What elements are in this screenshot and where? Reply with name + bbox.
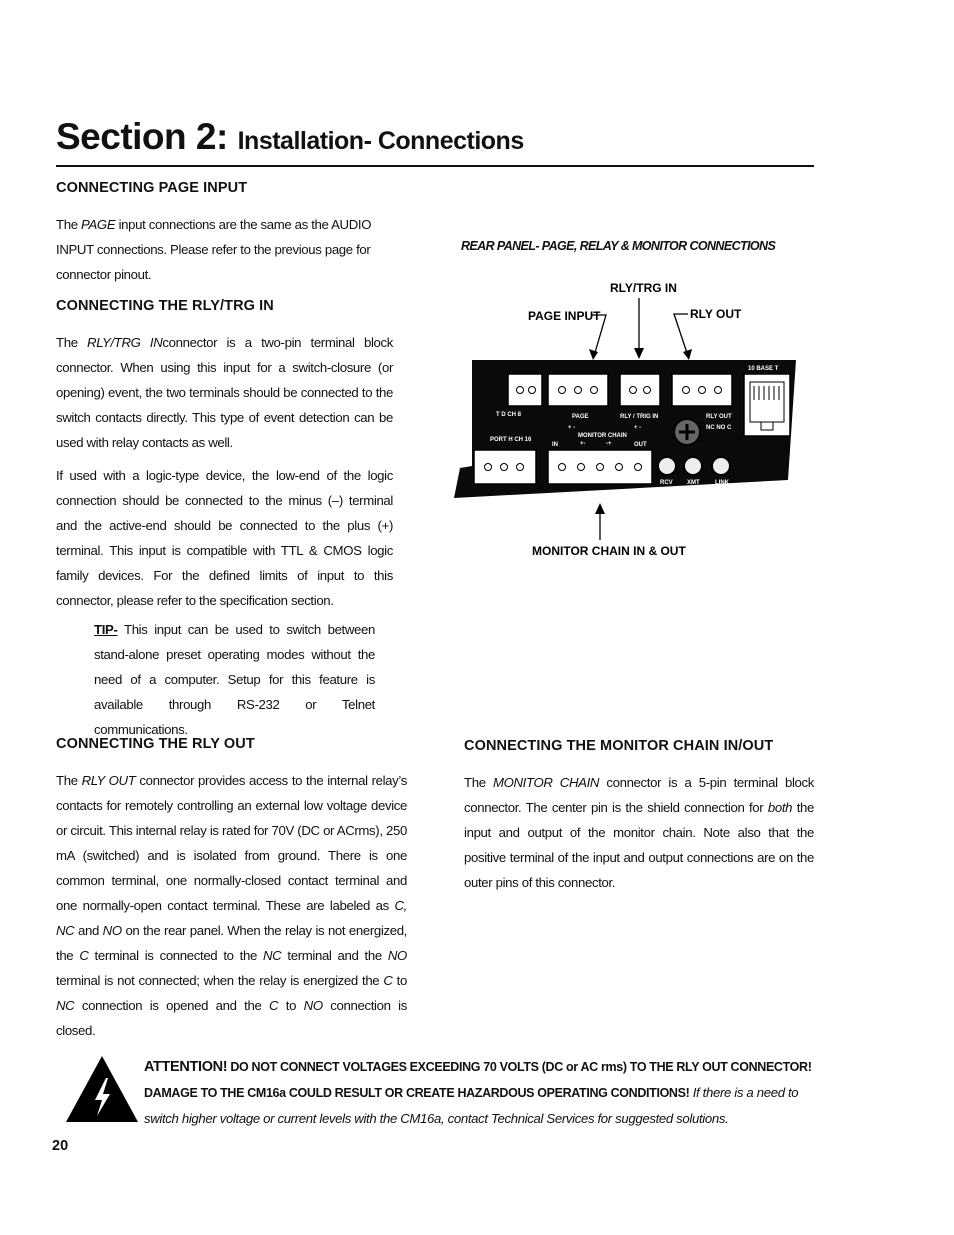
tip-text: This input can be used to switch between stand-alone preset operating modes without the need of a computer. Setup for this feature is available through RS-232 or Telnet communications. bbox=[94, 622, 375, 737]
monitor-chain-connector bbox=[548, 450, 652, 484]
label-page-polarity: + - bbox=[568, 425, 576, 431]
text: The bbox=[56, 773, 82, 788]
heading-monitor-chain: CONNECTING THE MONITOR CHAIN IN/OUT bbox=[464, 738, 774, 754]
text: terminal is not connected; when the relay is energized the bbox=[56, 973, 384, 988]
label-xmt: XMT bbox=[687, 480, 700, 486]
callout-monitor-chain: MONITOR CHAIN IN & OUT bbox=[532, 544, 686, 558]
arrowhead bbox=[634, 348, 644, 359]
rly-out-connector bbox=[672, 374, 732, 406]
attention-notice bbox=[144, 1054, 816, 1131]
rly-trg-connector bbox=[620, 374, 660, 406]
rear-panel-diagram bbox=[450, 270, 810, 570]
text: terminal and the bbox=[281, 948, 388, 963]
label-trg-polarity: + - bbox=[634, 425, 642, 431]
page-number: 20 bbox=[52, 1138, 69, 1154]
text: The bbox=[56, 335, 88, 350]
emphasis: C bbox=[383, 973, 393, 988]
emphasis: NC bbox=[56, 998, 75, 1013]
emphasis: RLY/TRG IN bbox=[87, 335, 163, 350]
paragraph-page-input bbox=[56, 212, 411, 287]
emphasis: C bbox=[79, 948, 89, 963]
label-monitor-polarity-out: -+ bbox=[606, 441, 612, 447]
callout-rly-out: RLY OUT bbox=[690, 307, 742, 321]
tip-label: TIP- bbox=[94, 622, 118, 637]
xmt-led bbox=[684, 457, 702, 475]
label-nc-no-c: NC NO C bbox=[706, 425, 732, 431]
label-in: IN bbox=[552, 442, 558, 448]
title-rule bbox=[56, 165, 814, 167]
emphasis: NO bbox=[303, 998, 323, 1013]
attention-line-2: DAMAGE TO THE CM16a COULD RESULT OR CREATE HAZARDOUS OPERATING CONDITIONS! bbox=[144, 1086, 690, 1100]
text: connector is a two-pin terminal block connector. When using this input for a switch-closure (or opening) event, the two terminals should be connected to the switch contacts directly. This type of event detection can be used with relay contacts as well. bbox=[56, 335, 394, 450]
emphasis: MONITOR CHAIN bbox=[492, 775, 600, 790]
emphasis: RLY OUT bbox=[81, 773, 136, 788]
ground-screw-icon bbox=[674, 419, 700, 445]
section-title bbox=[56, 116, 524, 158]
emphasis: C, NC bbox=[56, 898, 407, 938]
text: terminal is connected to the bbox=[88, 948, 263, 963]
label-page: PAGE bbox=[572, 414, 589, 420]
text: connection is closed. bbox=[56, 998, 407, 1038]
text: connector is a 5-pin terminal block connector. The center pin is the shield connection for bbox=[464, 775, 814, 815]
label-monitor-polarity-in: +- bbox=[580, 441, 586, 447]
label-rly-trg-in: RLY / TRIG IN bbox=[620, 414, 659, 420]
label-port-d: T D CH 8 bbox=[496, 412, 522, 418]
paragraph-rly-trg-1 bbox=[56, 330, 393, 455]
text: the input and output of the monitor chain. Note also that the positive terminal of the input and output connections are on the outer pins of this connector. bbox=[464, 800, 814, 890]
text: connection is opened and the bbox=[74, 998, 270, 1013]
ethernet-port bbox=[744, 374, 790, 436]
attention-line-3: If there is a need to switch higher voltage or current levels with the CM16a, contact Technical Services for suggested solutions. bbox=[144, 1085, 799, 1126]
label-out: OUT bbox=[634, 442, 647, 448]
section-number: Section 2: bbox=[56, 116, 228, 157]
text: to bbox=[392, 973, 407, 988]
label-link: LINK bbox=[715, 480, 729, 486]
label-rcv: RCV bbox=[660, 480, 673, 486]
port-d-connector bbox=[508, 374, 542, 406]
figure-caption: REAR PANEL- PAGE, RELAY & MONITOR CONNECTIONS bbox=[461, 239, 776, 253]
arrow-rly-out bbox=[674, 314, 688, 356]
emphasis: both bbox=[767, 800, 793, 815]
heading-page-input: CONNECTING PAGE INPUT bbox=[56, 180, 248, 196]
heading-rly-out: CONNECTING THE RLY OUT bbox=[56, 736, 255, 752]
warning-triangle-icon bbox=[64, 1054, 140, 1124]
heading-rly-trg-in: CONNECTING THE RLY/TRG IN bbox=[56, 298, 274, 314]
emphasis: C bbox=[269, 998, 279, 1013]
text: on the rear panel. When the relay is not energized, the bbox=[56, 923, 407, 963]
paragraph-rly-out bbox=[56, 768, 407, 1043]
emphasis: NC bbox=[263, 948, 282, 963]
port-h-connector bbox=[474, 450, 536, 484]
emphasis: PAGE bbox=[81, 217, 116, 232]
section-subtitle: Installation- Connections bbox=[237, 127, 524, 155]
label-monitor-chain: MONITOR CHAIN bbox=[578, 433, 627, 439]
tip-paragraph bbox=[94, 617, 375, 742]
page-connector bbox=[548, 374, 608, 406]
label-rly-out: RLY OUT bbox=[706, 414, 732, 420]
text: to bbox=[278, 998, 304, 1013]
text: connector provides access to the internal relay’s contacts for remotely controlling an external low voltage device or circuit. This internal relay is rated for 70V (DC or ACrms), 250 mA (switched) and is isolated from ground. There is one common terminal, one normally-closed contact terminal and one normally-open contact terminal. These are labeled as bbox=[56, 773, 408, 913]
label-10-base-t: 10 BASE T bbox=[748, 366, 779, 372]
text: The bbox=[464, 775, 493, 790]
emphasis: NO bbox=[387, 948, 407, 963]
rcv-led bbox=[658, 457, 676, 475]
text: input connections are the same as the AUDIO INPUT connections. Please refer to the previous page for connector pinout. bbox=[56, 217, 372, 282]
arrowhead bbox=[595, 503, 605, 514]
attention-label: ATTENTION! bbox=[144, 1059, 228, 1075]
label-port-h: PORT H CH 16 bbox=[490, 437, 532, 443]
attention-line-1: DO NOT CONNECT VOLTAGES EXCEEDING 70 VOLTS (DC or AC rms) TO THE RLY OUT CONNECTOR! bbox=[227, 1060, 812, 1074]
paragraph-rly-trg-2: If used with a logic-type device, the low-end of the logic connection should be connected to the minus (–) terminal and the active-end should be connected to the plus (+) terminal. This input is compatible with TTL & CMOS logic family devices. For the defined limits of input to this connector, please refer to the specification section. bbox=[56, 468, 393, 608]
emphasis: NO bbox=[102, 923, 122, 938]
text: The bbox=[56, 217, 81, 232]
link-status-led bbox=[712, 457, 730, 475]
callout-page-input: PAGE INPUT bbox=[528, 309, 601, 323]
arrowhead bbox=[589, 349, 598, 360]
label-status: STATUS bbox=[711, 490, 735, 496]
paragraph-monitor-chain bbox=[464, 770, 814, 895]
arrowhead bbox=[683, 349, 692, 360]
text: and bbox=[74, 923, 103, 938]
callout-rly-trg-in: RLY/TRG IN bbox=[610, 281, 677, 295]
